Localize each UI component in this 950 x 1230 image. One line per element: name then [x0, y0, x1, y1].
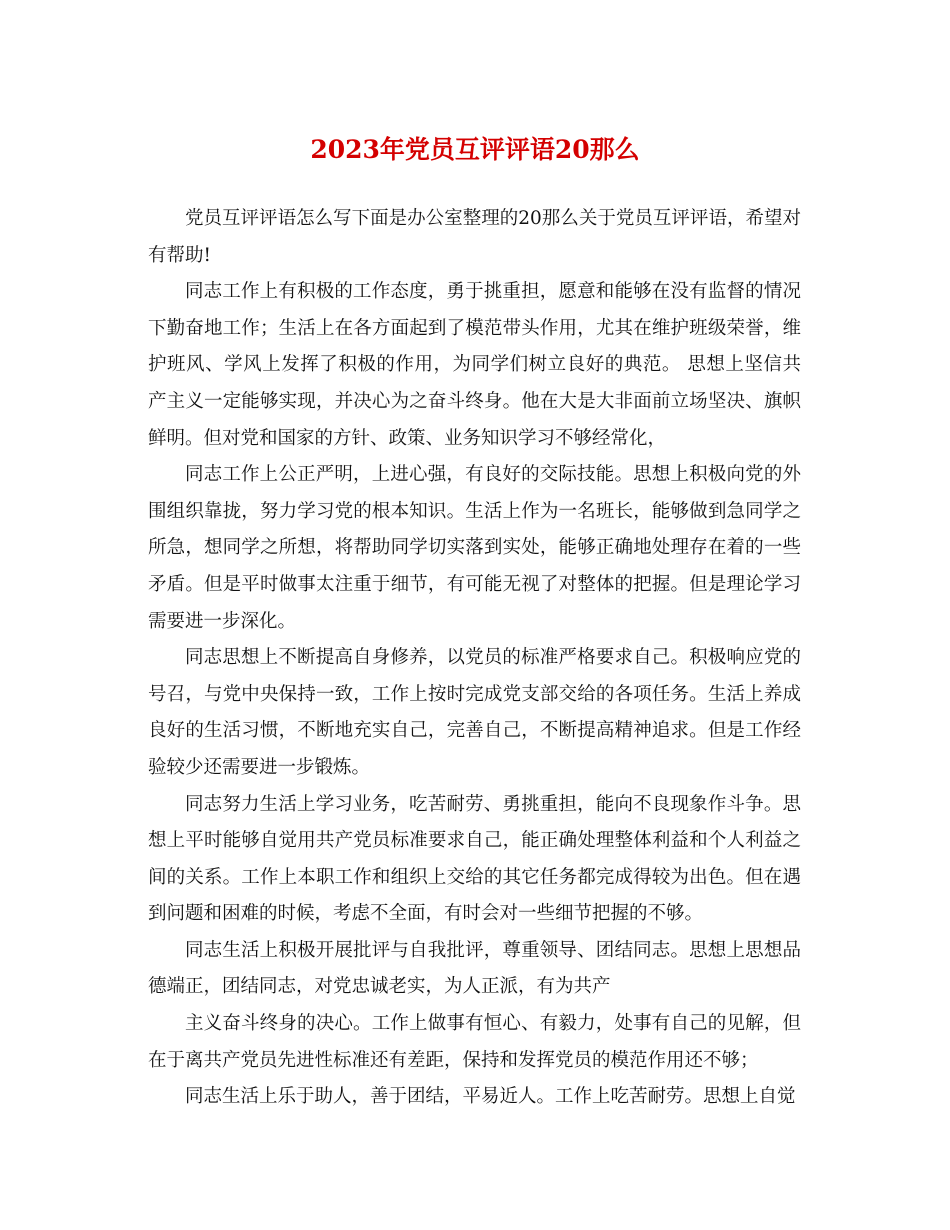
- paragraph-evaluation-2: 同志工作上公正严明，上进心强，有良好的交际技能。思想上积极向党的外围组织靠拢，努力学习党的根本知识。生活上作为一名班长，能够做到急同学之所急，想同学之所想，将帮助同学切实落到实处，能够正确地处理存在着的一些矛盾。但是平时做事太注重于细节，有可能无视了对整体的把握。但是理论学习需要进一步深化。: [148, 464, 801, 632]
- paragraph-evaluation-5: 同志生活上积极开展批评与自我批评，尊重领导、团结同志。思想上思想品德端正，团结同志，对党忠诚老实，为人正派，有为共产: [148, 939, 801, 998]
- paragraph-evaluation-5-continued: 主义奋斗终身的决心。工作上做事有恒心、有毅力，处事有自己的见解，但在于离共产党员先进性标准还有差距，保持和发挥党员的模范作用还不够；: [148, 1013, 801, 1071]
- document-body: [148, 201, 801, 1116]
- paragraph-evaluation-6: 同志生活上乐于助人，善于团结，平易近人。工作上吃苦耐劳。思想上自觉: [185, 1086, 796, 1108]
- paragraph-evaluation-1: 同志工作上有积极的工作态度，勇于挑重担，愿意和能够在没有监督的情况下勤奋地工作；生活上在各方面起到了模范带头作用，尤其在维护班级荣誉，维护班风、学风上发挥了积极的作用，为同学们树立良好的典范。 思想上坚信共产主义一定能够实现，并决心为之奋斗终身。他在大是大非面前立场坚决、旗帜鲜明。但对党和国家的方针、政策、业务知识学习不够经常化，: [148, 281, 801, 449]
- paragraph-evaluation-4: 同志努力生活上学习业务，吃苦耐劳、勇挑重担，能向不良现象作斗争。思想上平时能够自觉用共产党员标准要求自己，能正确处理整体利益和个人利益之间的关系。工作上本职工作和组织上交给的其它任务都完成得较为出色。但在遇到问题和困难的时候，考虑不全面，有时会对一些细节把握的不够。: [148, 793, 801, 925]
- document-title: 2023年党员互评评语20那么: [310, 135, 640, 164]
- paragraph-intro: 党员互评评语怎么写下面是办公室整理的20那么关于党员互评评语，希望对有帮助!: [148, 208, 801, 266]
- paragraph-evaluation-3: 同志思想上不断提高自身修养，以党员的标准严格要求自己。积极响应党的号召，与党中央保持一致，工作上按时完成党支部交给的各项任务。生活上养成良好的生活习惯，不断地充实自己，完善自己，不断提高精神追求。但是工作经验较少还需要进一步锻炼。: [148, 647, 801, 778]
